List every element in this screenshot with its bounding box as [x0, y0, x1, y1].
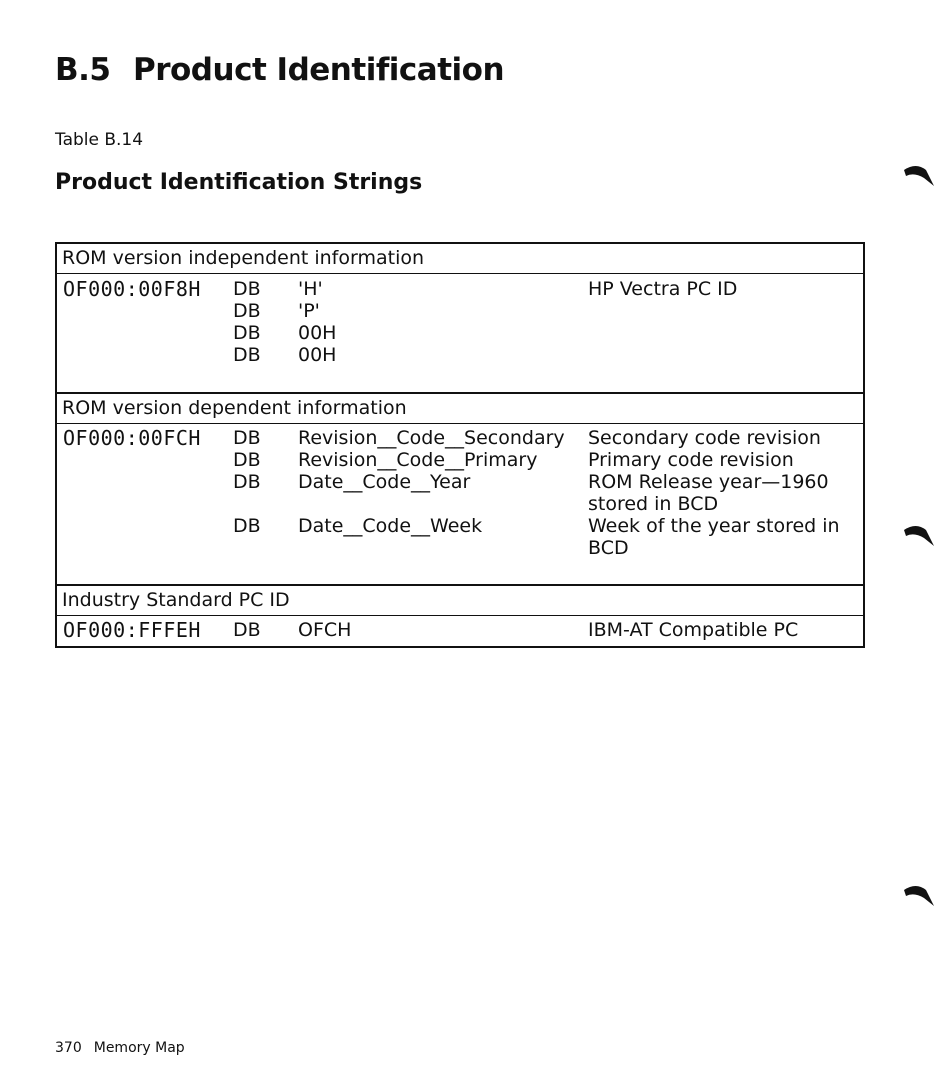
address-cell: OF000:FFFEH [63, 618, 201, 642]
value-cell: Date__Code__Year [298, 471, 471, 493]
directive-cell: DB [233, 300, 261, 322]
section-number: B.5 [55, 52, 111, 88]
description-cell: stored in BCD [588, 493, 719, 515]
table-row [57, 300, 863, 322]
table-row [57, 344, 863, 366]
binder-mark-icon [902, 160, 936, 188]
table-row [57, 278, 863, 300]
description-cell: BCD [588, 537, 629, 559]
chapter-name: Memory Map [93, 1040, 185, 1056]
value-cell: OFCH [298, 619, 352, 641]
directive-cell: DB [233, 427, 261, 449]
value-cell: 'H' [298, 278, 323, 300]
directive-cell: DB [233, 619, 261, 641]
directive-cell: DB [233, 471, 261, 493]
directive-cell: DB [233, 322, 261, 344]
group-header: ROM version independent information [57, 244, 863, 274]
description-cell: Secondary code revision [588, 427, 821, 449]
value-cell: Revision__Code__Primary [298, 449, 538, 471]
table-row [57, 619, 863, 641]
table-row [57, 427, 863, 449]
value-cell: 'P' [298, 300, 320, 322]
table-row [57, 322, 863, 344]
table-label: Table B.14 [55, 130, 144, 150]
group-body [57, 616, 863, 646]
group-body [57, 274, 863, 394]
table-title: Product Identification Strings [55, 170, 423, 195]
description-cell: ROM Release year—1960 [588, 471, 829, 493]
table-row [57, 515, 863, 537]
value-cell: 00H [298, 344, 337, 366]
description-cell: IBM-AT Compatible PC [588, 619, 799, 641]
page-number: 370 [55, 1040, 82, 1056]
directive-cell: DB [233, 515, 261, 537]
directive-cell: DB [233, 449, 261, 471]
description-cell: Primary code revision [588, 449, 794, 471]
binder-mark-icon [902, 520, 936, 548]
group-header: Industry Standard PC ID [57, 586, 863, 616]
table-row [57, 471, 863, 493]
value-cell: 00H [298, 322, 337, 344]
section-heading [55, 52, 504, 88]
binder-mark-icon [902, 880, 936, 908]
description-cell: Week of the year stored in [588, 515, 840, 537]
table-row [57, 449, 863, 471]
table-row [57, 493, 863, 515]
address-cell: OF000:00FCH [63, 426, 201, 450]
page-footer [55, 1040, 185, 1056]
group-header: ROM version dependent information [57, 394, 863, 424]
directive-cell: DB [233, 344, 261, 366]
table-row [57, 537, 863, 559]
directive-cell: DB [233, 278, 261, 300]
address-cell: OF000:00F8H [63, 277, 201, 301]
section-title: Product Identification [133, 52, 505, 88]
description-cell: HP Vectra PC ID [588, 278, 738, 300]
value-cell: Date__Code__Week [298, 515, 483, 537]
value-cell: Revision__Code__Secondary [298, 427, 565, 449]
product-id-table [55, 242, 865, 648]
group-body [57, 424, 863, 586]
